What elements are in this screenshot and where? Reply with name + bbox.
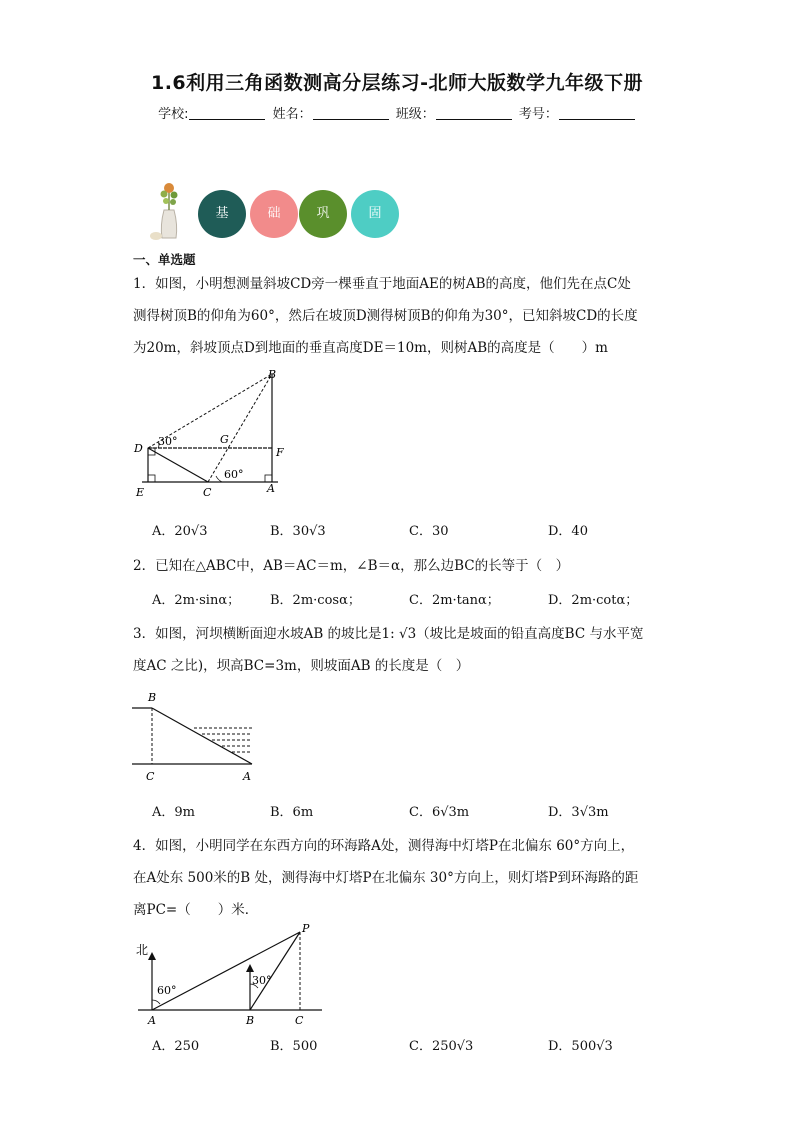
question-4-line-1: 4．如图，小明同学在东西方向的环海路A处，测得海中灯塔P在北偏东 60°方向上，	[133, 838, 635, 854]
exam-no-blank[interactable]	[559, 107, 635, 120]
section-title: 一、单选题	[133, 252, 196, 267]
question-1-figure	[128, 366, 298, 501]
question-3	[133, 618, 663, 682]
q1-option-a[interactable]: A．20√3	[152, 524, 208, 539]
fig4-label-c: C	[295, 1014, 304, 1027]
fig1-label-a: A	[267, 482, 275, 495]
q1-option-c[interactable]: C．30	[409, 524, 449, 539]
banner-char: 巩	[316, 206, 330, 221]
fig1-angle-30: 30°	[158, 435, 178, 448]
q4-option-b[interactable]: B．500	[270, 1039, 318, 1054]
school-label: 学校:	[158, 107, 189, 122]
class-blank[interactable]	[436, 107, 512, 120]
question-1-line-1: 1．如图，小明想测量斜坡CD旁一棵垂直于地面AE的树AB的高度，他们先在点C处	[133, 276, 631, 292]
fig1-label-b: B	[268, 368, 277, 381]
q3-option-a[interactable]: A．9m	[152, 805, 195, 820]
exam-no-label: 考号：	[518, 107, 558, 122]
fig1-label-c: C	[203, 486, 212, 499]
q2-option-b[interactable]: B．2m·cosα；	[270, 593, 361, 608]
fig3-label-b: B	[148, 691, 157, 704]
question-2	[133, 550, 663, 582]
page-title: 1.6利用三角函数测高分层练习-北师大版数学九年级下册	[150, 72, 644, 94]
banner-char: 固	[368, 206, 382, 221]
fig4-angle-30: 30°	[252, 974, 272, 987]
q2-option-c[interactable]: C．2m·tanα；	[409, 593, 500, 608]
q3-option-b[interactable]: B．6m	[270, 805, 314, 820]
fig4-angle-60: 60°	[157, 984, 177, 997]
banner-circle-4	[351, 190, 399, 238]
question-2-line-1: 2．已知在△ABC中，AB＝AC＝m，∠B＝α，那么边BC的长等于（ ）	[133, 558, 570, 574]
fig1-label-g: G	[220, 433, 229, 446]
fig1-label-f: F	[276, 446, 284, 459]
question-1	[133, 268, 663, 364]
banner-circle-2	[250, 190, 298, 238]
fig3-label-a: A	[243, 770, 251, 783]
fig1-label-e: E	[136, 486, 145, 499]
question-1-line-2: 测得树顶B的仰角为60°，然后在坡顶D测得树顶B的仰角为30°，已知斜坡CD的长度	[133, 308, 638, 324]
name-label: 姓名：	[272, 107, 312, 122]
question-3-line-1: 3．如图，河坝横断面迎水坡AB 的坡比是1: √3（坡比是坡面的铅直高度BC 与水平宽	[133, 626, 644, 642]
name-blank[interactable]	[313, 107, 389, 120]
q3-option-c[interactable]: C．6√3m	[409, 805, 470, 820]
question-4-figure	[130, 920, 330, 1032]
banner-circle-1	[198, 190, 246, 238]
q1-option-b[interactable]: B．30√3	[270, 524, 326, 539]
fig1-angle-60: 60°	[224, 468, 244, 481]
q4-option-c[interactable]: C．250√3	[409, 1039, 474, 1054]
question-4	[133, 830, 663, 926]
q3-option-d[interactable]: D．3√3m	[548, 805, 609, 820]
q1-option-d[interactable]: D．40	[548, 524, 588, 539]
question-1-line-3: 为20m，斜坡顶点D到地面的垂直高度DE＝10m，则树AB的高度是（ ）m	[133, 340, 608, 356]
q2-option-d[interactable]: D．2m·cotα；	[548, 593, 639, 608]
fig1-label-d: D	[134, 442, 143, 455]
class-label: 班级：	[395, 107, 435, 122]
plant-vase-icon	[146, 180, 192, 242]
q4-option-d[interactable]: D．500√3	[548, 1039, 613, 1054]
fig3-label-c: C	[146, 770, 155, 783]
fig4-label-a: A	[148, 1014, 156, 1027]
question-3-line-2: 度AC 之比)，坝高BC=3m，则坡面AB 的长度是（ ）	[133, 658, 470, 674]
fig4-label-north: 北	[136, 943, 149, 957]
school-blank[interactable]	[189, 107, 265, 120]
banner-char: 础	[267, 206, 281, 221]
question-3-figure	[130, 688, 260, 784]
fig4-label-b: B	[246, 1014, 255, 1027]
question-4-line-3: 离PC=（ ）米．	[133, 902, 259, 918]
banner-char: 基	[215, 206, 229, 221]
student-info-row	[0, 103, 794, 122]
q2-option-a[interactable]: A．2m·sinα；	[152, 593, 241, 608]
fig4-label-p: P	[302, 922, 310, 935]
banner-circle-3	[299, 190, 347, 238]
question-4-line-2: 在A处东 500米的B 处，测得海中灯塔P在北偏东 30°方向上，则灯塔P到环海路的距	[133, 870, 639, 886]
q4-option-a[interactable]: A．250	[152, 1039, 200, 1054]
